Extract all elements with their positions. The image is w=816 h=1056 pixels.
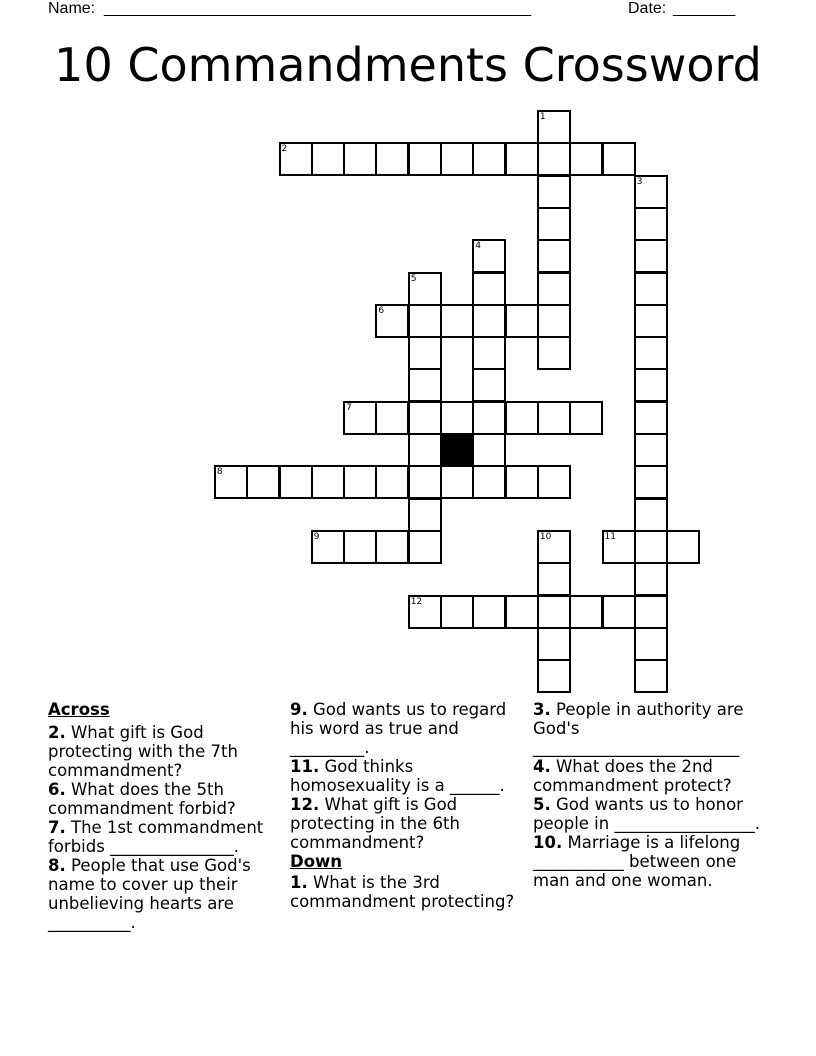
grid-cell[interactable] — [472, 368, 506, 402]
clue-number: 1. — [290, 873, 308, 892]
grid-cell[interactable] — [537, 304, 571, 338]
clue-text: God thinks homosexuality is a ______. — [290, 757, 505, 795]
grid-cell[interactable] — [311, 142, 345, 176]
grid-cell[interactable] — [634, 272, 668, 306]
grid-cell[interactable] — [537, 175, 571, 209]
cell-number: 12 — [410, 596, 423, 607]
grid-cell[interactable] — [505, 465, 539, 499]
grid-cell[interactable] — [440, 304, 474, 338]
grid-cell[interactable] — [343, 142, 377, 176]
grid-cell[interactable] — [375, 304, 409, 338]
cell-number: 1 — [539, 112, 546, 122]
grid-cell[interactable] — [537, 239, 571, 273]
cell-number: 2 — [281, 144, 288, 155]
grid-cell[interactable] — [537, 207, 571, 241]
clue-number: 12. — [290, 795, 320, 814]
down-heading: Down — [290, 852, 343, 871]
clue-text: Marriage is a lifelong ___________ between one man and one woman. — [533, 833, 741, 890]
clue-text: What gift is God protecting in the 6th commandment? — [290, 795, 460, 852]
clue — [48, 723, 278, 780]
clues-column-2 — [290, 700, 530, 911]
grid-cell[interactable] — [569, 595, 603, 629]
cell-number: 10 — [539, 531, 552, 542]
grid-cell[interactable] — [472, 595, 506, 629]
clue-number: 11. — [290, 757, 320, 776]
cell-number: 11 — [604, 531, 616, 542]
clue-number: 7. — [48, 818, 66, 837]
grid-cell[interactable] — [634, 562, 668, 596]
grid-cell[interactable] — [569, 142, 603, 176]
grid-cell[interactable] — [311, 530, 345, 564]
grid-cell[interactable] — [537, 659, 571, 693]
clue — [48, 856, 278, 932]
clue-number: 2. — [48, 723, 66, 742]
grid-cell[interactable] — [472, 433, 506, 467]
clue — [290, 700, 530, 757]
cell-number: 4 — [475, 241, 482, 252]
grid-cell[interactable] — [472, 272, 506, 306]
grid-cell[interactable] — [440, 595, 474, 629]
down-clue-list — [290, 873, 530, 911]
down-clue-list-cont — [533, 700, 778, 890]
grid-cell[interactable] — [472, 336, 506, 370]
grid-cell[interactable] — [440, 401, 474, 435]
clue-number: 9. — [290, 700, 308, 719]
grid-cell[interactable] — [408, 465, 442, 499]
cell-number: 7 — [346, 402, 352, 413]
black-cell — [440, 433, 474, 467]
grid-cell[interactable] — [408, 368, 442, 402]
grid-cell[interactable] — [279, 142, 313, 176]
grid-cell[interactable] — [537, 595, 571, 629]
clue — [533, 700, 778, 757]
clue-text: God wants us to regard his word as true and _________. — [290, 700, 507, 757]
clue-text: What does the 2nd commandment protect? — [533, 757, 732, 795]
across-clue-list-cont — [290, 700, 530, 852]
clue-number: 6. — [48, 780, 66, 799]
grid-cell[interactable] — [634, 498, 668, 532]
grid-cell[interactable] — [375, 530, 409, 564]
cell-number: 5 — [410, 273, 417, 284]
clue — [290, 795, 530, 852]
clue-text: What is the 3rd commandment protecting? — [290, 873, 515, 911]
grid-cell[interactable] — [408, 401, 442, 435]
cell-number: 8 — [216, 467, 223, 478]
clue — [48, 818, 278, 856]
grid-cell[interactable] — [408, 272, 442, 306]
grid-cell[interactable] — [634, 336, 668, 370]
grid-cell[interactable] — [634, 627, 668, 661]
grid-cell[interactable] — [602, 530, 636, 564]
cell-number: 9 — [313, 531, 320, 542]
grid-cell[interactable] — [602, 142, 636, 176]
grid-cell[interactable] — [408, 304, 442, 338]
grid-cell[interactable] — [343, 465, 377, 499]
grid-cell[interactable] — [537, 562, 571, 596]
date-field[interactable]: _______ — [673, 0, 736, 17]
across-heading: Across — [48, 700, 110, 719]
grid-cell[interactable] — [634, 239, 668, 273]
grid-cell[interactable] — [634, 659, 668, 693]
clues-column-1 — [48, 700, 278, 932]
clue — [533, 795, 778, 833]
grid-cell[interactable] — [375, 465, 409, 499]
grid-cell[interactable] — [375, 401, 409, 435]
clue-number: 4. — [533, 757, 551, 776]
clue — [290, 757, 530, 795]
grid-cell[interactable] — [634, 401, 668, 435]
grid-cell[interactable] — [505, 595, 539, 629]
clue-text: The 1st commandment forbids _______________. — [48, 818, 264, 856]
clues-column-3 — [533, 700, 778, 890]
grid-cell[interactable] — [505, 304, 539, 338]
grid-cell[interactable] — [634, 465, 668, 499]
grid-cell[interactable] — [408, 336, 442, 370]
page-title: 10 Commandments Crossword — [54, 38, 762, 92]
grid-cell[interactable] — [214, 465, 248, 499]
clue — [533, 833, 778, 890]
grid-cell[interactable] — [634, 368, 668, 402]
grid-cell[interactable] — [311, 465, 345, 499]
clue-text: People in authority are God's _________________________ — [533, 700, 744, 757]
grid-cell[interactable] — [634, 175, 668, 209]
grid-cell[interactable] — [602, 595, 636, 629]
grid-cell[interactable] — [505, 142, 539, 176]
name-field[interactable]: ________________________________________________ — [104, 0, 532, 17]
grid-cell[interactable] — [408, 142, 442, 176]
grid-cell[interactable] — [408, 530, 442, 564]
grid-cell[interactable] — [505, 401, 539, 435]
grid-cell[interactable] — [279, 465, 313, 499]
grid-cell[interactable] — [537, 401, 571, 435]
grid-cell[interactable] — [472, 465, 506, 499]
grid-cell[interactable] — [537, 272, 571, 306]
grid-cell[interactable] — [472, 304, 506, 338]
grid-cell[interactable] — [537, 336, 571, 370]
grid-cell[interactable] — [375, 142, 409, 176]
clue-number: 5. — [533, 795, 551, 814]
grid-cell[interactable] — [634, 207, 668, 241]
clue-number: 8. — [48, 856, 66, 875]
grid-cell[interactable] — [634, 304, 668, 338]
cell-number: 3 — [636, 176, 643, 187]
grid-cell[interactable] — [343, 530, 377, 564]
grid-cell[interactable] — [472, 142, 506, 176]
grid-cell[interactable] — [472, 239, 506, 273]
grid-cell[interactable] — [537, 142, 571, 176]
grid-cell[interactable] — [246, 465, 280, 499]
clues-section — [0, 700, 816, 1000]
grid-cell[interactable] — [440, 465, 474, 499]
clue-text: People that use God's name to cover up their unbelieving hearts are __________. — [48, 856, 251, 932]
grid-cell[interactable] — [408, 433, 442, 467]
grid-cell[interactable] — [634, 530, 668, 564]
clue-number: 3. — [533, 700, 551, 719]
date-label: Date: — [628, 0, 667, 17]
clue — [48, 780, 278, 818]
grid-cell[interactable] — [634, 433, 668, 467]
grid-cell[interactable] — [537, 530, 571, 564]
grid-cell[interactable] — [537, 465, 571, 499]
grid-cell[interactable] — [634, 595, 668, 629]
cell-number: 6 — [378, 305, 385, 316]
clue — [533, 757, 778, 795]
grid-cell[interactable] — [472, 401, 506, 435]
grid-cell[interactable] — [666, 530, 700, 564]
grid-cell[interactable] — [440, 142, 474, 176]
clue-text: God wants us to honor people in _________________. — [533, 795, 760, 833]
clue-number: 10. — [533, 833, 563, 852]
name-label: Name: — [48, 0, 96, 17]
grid-cell[interactable] — [537, 110, 571, 144]
grid-cell[interactable] — [343, 401, 377, 435]
grid-cell[interactable] — [537, 627, 571, 661]
grid-cell[interactable] — [569, 401, 603, 435]
grid-cell[interactable] — [408, 498, 442, 532]
clue-text: What gift is God protecting with the 7th commandment? — [48, 723, 238, 780]
clue-text: What does the 5th commandment forbid? — [48, 780, 236, 818]
across-clue-list — [48, 723, 278, 932]
grid-cell[interactable] — [408, 595, 442, 629]
clue — [290, 873, 530, 911]
